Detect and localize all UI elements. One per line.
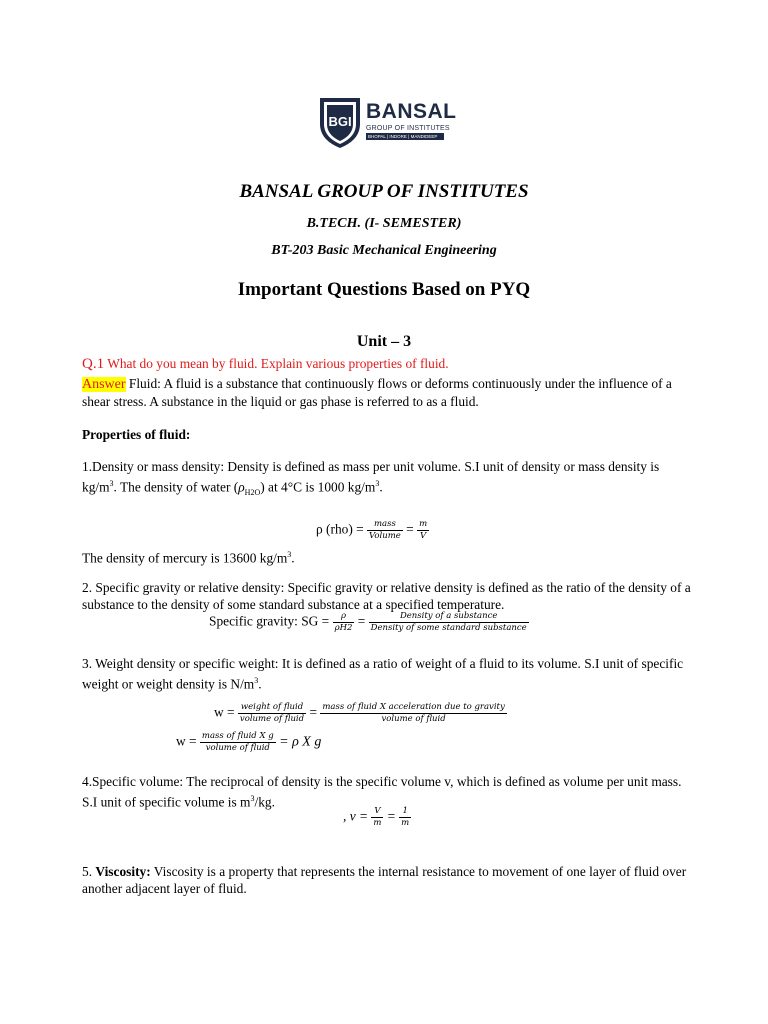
specific-weight-formula-1: w = $\frac{\text{weight of fluid}}{\text{volume of fluid}}$ = $\frac{\text{mass of fluid X acceleration due to gravity}}{\text{volume of fluid}}$ [214,702,505,724]
unit-heading: Unit – 3 [356,333,412,350]
mass-acc-over-volume: $\frac{\text{mass of fluid X acceleration due to gravity}}{\text{volume of fluid}}$ [322,702,505,724]
property-viscosity: 5. Viscosity: Viscosity is a property that represents the internal resistance to movement of one layer of fluid over another adjacent layer of fluid. [82,864,687,896]
one-over-m: $\frac{1}{m}$ [401,806,410,828]
rho-over-rhoh2: $\frac{\rho}{\rho H2}$ [334,611,353,633]
mercury-density: The density of mercury is 13600 $kg/m^3$. [82,550,295,566]
rho-label: ρ (rho) = [316,521,368,537]
question-text: What do you mean by fluid. Explain various properties of fluid. [104,356,449,371]
answer-text: Fluid: A fluid is a substance that continuously flows or deforms continuously under the influence of a shear stress. A substance in the liquid or gas phase is referred to as a fluid. [82,376,672,409]
mass-over-volume: $\frac{\text{mass}}{\text{Volume}}$ [369,519,401,541]
specific-gravity-formula: Specific gravity: SG = $\frac{\rho}{\rho H2}$ = $\frac{\text{Density of a substance}}{\text{Density of some standard substance}}$ [209,611,527,633]
density-text-d: . [379,479,383,495]
V-over-m: $\frac{V}{m}$ [373,806,382,828]
mass-g-over-volume: $\frac{\text{mass of fluid X g}}{\text{volume of fluid}}$ [201,731,274,753]
logo-subtitle: GROUP OF INSTITUTES [366,125,450,132]
course-heading: B.TECH. (I- SEMESTER) [306,216,462,231]
answer-1 [82,375,692,410]
property-specific-weight: 3. Weight density or specific weight: It is defined as a ratio of weight of a fluid to its volume. S.I unit of specific weight or weight density is $N/m^3$. [82,656,684,692]
property-specific-volume: 4.Specific volume: The reciprocal of density is the specific volume v, which is defined as volume per unit mass. S.I unit of specific volume is $m^3/kg$. [82,774,682,810]
answer-label: Answer [82,377,126,392]
properties-heading: Properties of fluid: [82,427,191,442]
m-over-v: $\frac{m}{V}$ [419,519,428,541]
subject-heading: BT-203 Basic Mechanical Engineering [271,243,497,258]
logo-wordmark [366,101,457,140]
question-1 [82,355,692,373]
property-specific-gravity: 2. Specific gravity or relative density: Specific gravity or relative density is defined as the ratio of the density of a substance to the density of some standard substance at a specified temperature. [82,580,691,612]
weight-over-volume: $\frac{\text{weight of fluid}}{\text{volume of fluid}}$ [239,702,305,724]
logo-emblem-text: BGI [328,114,352,129]
specific-weight-formula-2: w = $\frac{\text{mass of fluid X g}}{\text{volume of fluid}}$ = ρ X g [176,731,322,753]
question-label: Q.1 [82,356,105,372]
density-ratio-fraction: $\frac{\text{Density of a substance}}{\text{Density of some standard substance}}$ [370,611,527,633]
density-text-a: 1.Density or mass density: Density is defined as mass per unit volume. S.I unit of density or mass density is kg/m [82,459,660,495]
property-density: 1.Density or mass density: Density is defined as mass per unit volume. S.I unit of density or mass density is $kg/m^3$. The density of water $(\rho_{H2O})$ at 4°C is 1000 $kg/m^3$. [82,459,660,498]
logo-name: BANSAL [366,100,457,123]
density-text-c: ) at 4°C is 1000 kg/m [260,479,376,495]
density-formula: ρ (rho) = $\frac{\text{mass}}{\text{Volume}}$ = $\frac{m}{V}$ [316,519,428,541]
logo-tagline: BHOPAL | INDORE | MANDIDEEP [366,133,444,140]
shield-emblem-icon [316,94,364,150]
institute-heading: BANSAL GROUP OF INSTITUTES [239,181,529,202]
specific-volume-formula: , v = $\frac{V}{m}$ = $\frac{1}{m}$ [343,806,410,828]
density-text-b: . The density of water ( [113,479,239,495]
document-title: Important Questions Based on PYQ [237,279,531,300]
